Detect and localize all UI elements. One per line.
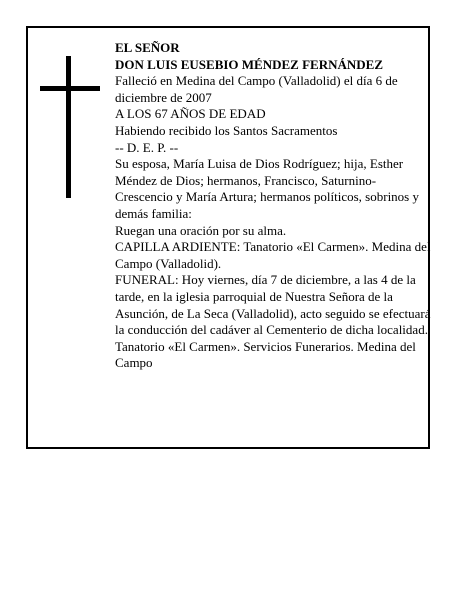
cross-icon (40, 56, 100, 198)
cross-horizontal-bar (40, 86, 100, 91)
rip-line: -- D. E. P. -- (115, 139, 179, 155)
death-statement: Falleció en Medina del Campo (Valladolid) el día 6 de diciembre de 2007 (115, 73, 398, 105)
funeral-info: FUNERAL: Hoy viernes, día 7 de diciembre, a las 4 de la tarde, en la iglesia parroquial de Nuestra Señora de la Asunción, de La Seca (Valladolid), acto seguido se efectuará la conducción del cadáver al Cementerio de dicha localidad. (115, 272, 431, 338)
funeral-services: Tanatorio «El Carmen». Servicios Funerarios. Medina del Campo (115, 338, 416, 371)
cross-vertical-bar (66, 56, 71, 198)
obituary-notice (26, 26, 430, 449)
heading-title: EL SEÑOR (115, 40, 180, 55)
prayer-request: Ruegan una oración por su alma. (115, 222, 287, 238)
deceased-name: DON LUIS EUSEBIO MÉNDEZ FERNÁNDEZ (115, 56, 383, 72)
obituary-text (115, 40, 431, 372)
family-statement: Su esposa, María Luisa de Dios Rodríguez; hija, Esther Méndez de Dios; hermanos, Francisco, Saturnino-Crescencio y María Artura; hermanos políticos, sobrinos y demás familia: (115, 156, 419, 221)
sacraments-statement: Habiendo recibido los Santos Sacramentos (115, 122, 338, 138)
chapel-info: CAPILLA ARDIENTE: Tanatorio «El Carmen». Medina del Campo (Valladolid). (115, 239, 431, 271)
age-statement: A LOS 67 AÑOS DE EDAD (115, 106, 266, 122)
